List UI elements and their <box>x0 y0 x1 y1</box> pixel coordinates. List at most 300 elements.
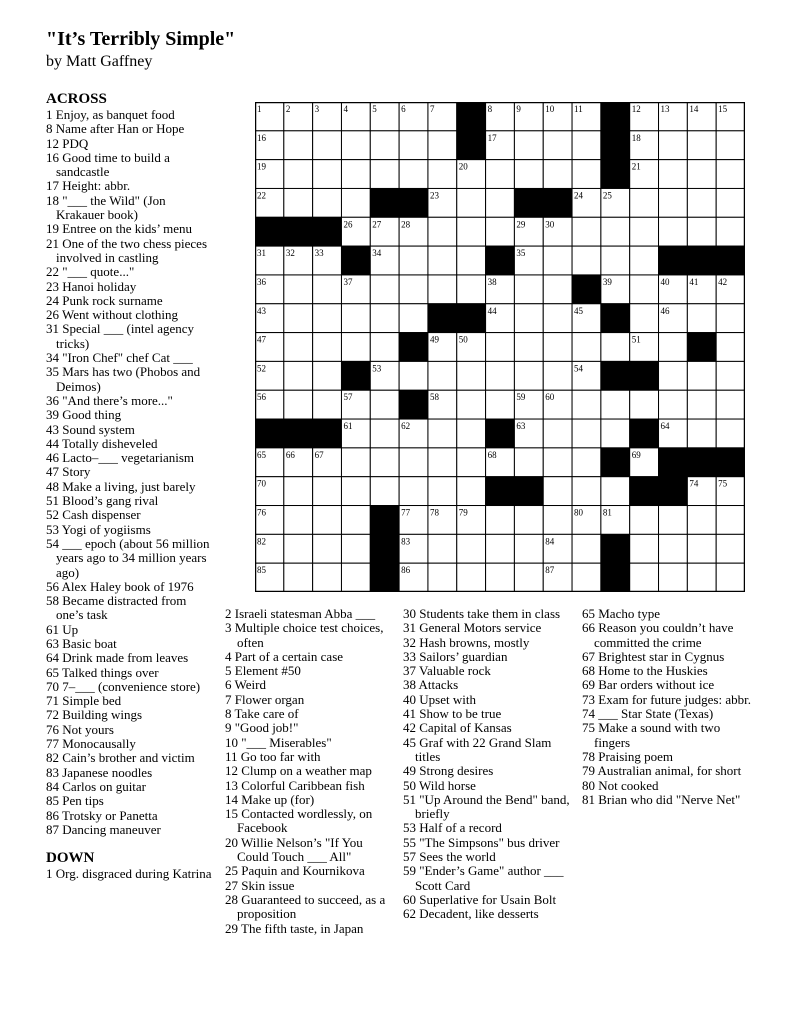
grid-cell[interactable] <box>514 131 543 160</box>
black-square <box>630 477 659 506</box>
black-square <box>659 246 688 275</box>
down-clue: 49 Strong desires <box>403 763 494 779</box>
grid-cell[interactable] <box>514 563 543 592</box>
down-clue: 7 Flower organ <box>225 691 305 707</box>
across-clue: 1 Enjoy, as banquet food <box>46 107 175 122</box>
grid-cell[interactable] <box>399 477 428 506</box>
grid-cell[interactable] <box>514 160 543 189</box>
grid-cell[interactable] <box>687 131 716 160</box>
grid-cell[interactable] <box>341 304 370 333</box>
grid-cell[interactable] <box>284 506 313 535</box>
grid-cell[interactable] <box>341 333 370 362</box>
grid-cell[interactable] <box>572 448 601 477</box>
grid-cell[interactable] <box>341 506 370 535</box>
grid-cell[interactable] <box>341 160 370 189</box>
cell-number: 22 <box>257 190 266 201</box>
grid-cell[interactable] <box>716 304 745 333</box>
grid-cell[interactable] <box>659 188 688 217</box>
grid-cell[interactable] <box>284 477 313 506</box>
grid-cell[interactable] <box>399 361 428 390</box>
grid-cell[interactable] <box>284 160 313 189</box>
across-clue: 54 ___ epoch (about 56 million years ago to 34 million years ago) <box>46 535 210 580</box>
grid-cell[interactable] <box>514 361 543 390</box>
grid-cell[interactable] <box>630 534 659 563</box>
down-clue: 12 Clump on a weather map <box>225 763 372 779</box>
black-square <box>687 333 716 362</box>
black-square <box>486 246 515 275</box>
black-square <box>457 131 486 160</box>
down-column-4 <box>582 607 754 807</box>
grid-cell[interactable] <box>341 477 370 506</box>
down-clue: 10 "___ Miserables" <box>225 734 332 750</box>
cell-number: 64 <box>660 421 670 432</box>
down-clue: 3 Multiple choice test choices, often <box>225 620 384 650</box>
grid-cell[interactable] <box>601 477 630 506</box>
grid-cell[interactable] <box>687 506 716 535</box>
across-clue: 77 Monocausally <box>46 736 136 752</box>
black-square <box>601 160 630 189</box>
cell-number: 35 <box>516 248 526 259</box>
grid-cell[interactable] <box>630 275 659 304</box>
across-clue: 43 Sound system <box>46 421 135 437</box>
black-square <box>514 188 543 217</box>
down-clue: 50 Wild horse <box>403 777 476 793</box>
grid-cell[interactable] <box>572 534 601 563</box>
grid-cell[interactable] <box>399 275 428 304</box>
cell-number: 83 <box>401 536 411 547</box>
grid-cell[interactable] <box>601 246 630 275</box>
grid-cell[interactable] <box>428 563 457 592</box>
cell-number: 58 <box>429 392 439 403</box>
grid-cell[interactable] <box>313 534 342 563</box>
grid-cell[interactable] <box>486 563 515 592</box>
grid-cell[interactable] <box>687 188 716 217</box>
grid-cell[interactable] <box>284 390 313 419</box>
grid-cell[interactable] <box>514 304 543 333</box>
across-clue: 16 Good time to build a sandcastle <box>46 149 170 180</box>
cell-number: 45 <box>574 305 584 316</box>
down-column-3 <box>403 607 575 922</box>
grid-cell[interactable] <box>486 188 515 217</box>
grid-cell[interactable] <box>659 506 688 535</box>
cell-number: 63 <box>516 421 526 432</box>
cell-number: 76 <box>257 507 266 518</box>
across-clue: 21 One of the two chess pieces involved in castling <box>46 235 208 265</box>
cell-number: 3 <box>314 104 320 114</box>
grid-cell[interactable] <box>601 217 630 246</box>
down-clue: 38 Attacks <box>403 677 459 693</box>
grid-cell[interactable] <box>572 217 601 246</box>
grid-cell[interactable] <box>543 304 572 333</box>
grid-cell[interactable] <box>543 506 572 535</box>
grid-cell[interactable] <box>284 304 313 333</box>
grid-cell[interactable] <box>399 160 428 189</box>
grid-cell[interactable] <box>428 217 457 246</box>
down-clue: 33 Sailors’ guardian <box>403 648 508 664</box>
down-column-2 <box>225 607 395 936</box>
cell-number: 19 <box>257 161 266 172</box>
grid-cell[interactable] <box>486 333 515 362</box>
cell-number: 9 <box>516 104 521 114</box>
grid-cell[interactable] <box>370 333 399 362</box>
across-clue: 39 Good thing <box>46 407 122 423</box>
cell-number: 60 <box>545 392 555 403</box>
down-clue: 31 General Motors service <box>403 620 542 636</box>
across-clue: 47 Story <box>46 464 91 480</box>
grid-cell[interactable] <box>313 131 342 160</box>
across-clue: 17 Height: abbr. <box>46 178 131 194</box>
black-square <box>341 361 370 390</box>
cell-number: 59 <box>516 392 526 403</box>
grid-cell[interactable] <box>659 217 688 246</box>
black-square <box>370 534 399 563</box>
grid-cell[interactable] <box>284 534 313 563</box>
across-clue: 56 Alex Haley book of 1976 <box>46 578 194 594</box>
grid-cell[interactable] <box>428 448 457 477</box>
grid-cell[interactable] <box>572 419 601 448</box>
cell-number: 79 <box>458 507 468 518</box>
grid-cell[interactable] <box>572 160 601 189</box>
cell-number: 4 <box>343 104 348 114</box>
cell-number: 8 <box>487 104 493 114</box>
grid-cell[interactable] <box>457 188 486 217</box>
grid-cell[interactable] <box>313 333 342 362</box>
across-clue: 83 Japanese noodles <box>46 764 153 780</box>
grid-cell[interactable] <box>514 275 543 304</box>
grid-cell[interactable] <box>370 304 399 333</box>
grid-cell[interactable] <box>716 534 745 563</box>
across-clue: 26 Went without clothing <box>46 307 178 323</box>
grid-cell[interactable] <box>428 275 457 304</box>
grid-cell[interactable] <box>313 160 342 189</box>
grid-cell[interactable] <box>370 275 399 304</box>
grid-cell[interactable] <box>428 419 457 448</box>
grid-cell[interactable] <box>687 304 716 333</box>
down-clue: 45 Graf with 22 Grand Slam titles <box>403 734 552 764</box>
grid-cell[interactable] <box>630 563 659 592</box>
across-clue: 58 Became distracted from one’s task <box>46 593 187 623</box>
grid-cell[interactable] <box>716 333 745 362</box>
cell-number: 15 <box>718 104 728 114</box>
black-square <box>399 188 428 217</box>
cell-number: 24 <box>574 190 584 201</box>
grid-cell[interactable] <box>716 160 745 189</box>
cell-number: 18 <box>631 132 641 143</box>
down-clue: 41 Show to be true <box>403 706 502 722</box>
grid-cell[interactable] <box>687 563 716 592</box>
grid-cell[interactable] <box>399 448 428 477</box>
grid-cell[interactable] <box>543 275 572 304</box>
down-clue: 60 Superlative for Usain Bolt <box>403 891 557 907</box>
cell-number: 82 <box>257 536 266 547</box>
cell-number: 51 <box>631 334 641 345</box>
grid-cell[interactable] <box>284 361 313 390</box>
across-clue: 46 Lacto–___ vegetarianism <box>46 450 195 466</box>
down-heading: DOWN <box>46 850 95 867</box>
grid-cell[interactable] <box>572 333 601 362</box>
down-clue-list-1 <box>46 867 216 881</box>
grid-cell[interactable] <box>687 160 716 189</box>
crossword-grid[interactable] <box>255 102 745 592</box>
across-clue: 35 Mars has two (Phobos and Deimos) <box>46 364 201 394</box>
grid-cell[interactable] <box>659 534 688 563</box>
grid-cell[interactable] <box>687 217 716 246</box>
grid-cell[interactable] <box>659 361 688 390</box>
black-square <box>572 275 601 304</box>
grid-cell[interactable] <box>370 477 399 506</box>
cell-number: 11 <box>574 104 583 114</box>
grid-cell[interactable] <box>399 131 428 160</box>
across-clue: 63 Basic boat <box>46 635 117 651</box>
grid-cell[interactable] <box>687 390 716 419</box>
grid-cell[interactable] <box>514 534 543 563</box>
grid-cell[interactable] <box>370 131 399 160</box>
grid-cell[interactable] <box>659 160 688 189</box>
down-clue: 74 ___ Star State (Texas) <box>582 706 714 722</box>
grid-cell[interactable] <box>630 246 659 275</box>
grid-cell[interactable] <box>716 217 745 246</box>
grid-cell[interactable] <box>428 477 457 506</box>
black-square <box>687 448 716 477</box>
grid-cell[interactable] <box>659 131 688 160</box>
grid-cell[interactable] <box>428 361 457 390</box>
grid-cell[interactable] <box>543 448 572 477</box>
grid-cell[interactable] <box>370 419 399 448</box>
grid-cell[interactable] <box>659 390 688 419</box>
grid-cell[interactable] <box>716 563 745 592</box>
grid-cell[interactable] <box>572 390 601 419</box>
down-clue: 25 Paquin and Kournikova <box>225 863 365 879</box>
down-clue: 14 Make up (for) <box>225 791 315 807</box>
down-clue: 8 Take care of <box>225 706 299 722</box>
grid-cell[interactable] <box>572 563 601 592</box>
cell-number: 31 <box>257 248 266 259</box>
down-clue: 4 Part of a certain case <box>225 648 344 664</box>
grid-cell[interactable] <box>428 246 457 275</box>
grid-cell[interactable] <box>630 217 659 246</box>
grid-cell[interactable] <box>399 246 428 275</box>
grid-cell[interactable] <box>370 160 399 189</box>
grid-cell[interactable] <box>313 275 342 304</box>
grid-cell[interactable] <box>284 188 313 217</box>
grid-cell[interactable] <box>457 534 486 563</box>
cell-number: 66 <box>285 449 295 460</box>
cell-number: 65 <box>257 449 266 460</box>
grid-cell[interactable] <box>486 390 515 419</box>
puzzle-byline: by Matt Gaffney <box>46 53 153 70</box>
grid-cell[interactable] <box>457 390 486 419</box>
grid-cell[interactable] <box>457 419 486 448</box>
cell-number: 30 <box>545 219 555 230</box>
cell-number: 50 <box>458 334 468 345</box>
down-clue: 79 Australian animal, for short <box>582 763 742 779</box>
down-clue: 67 Brightest star in Cygnus <box>582 648 725 664</box>
grid-cell[interactable] <box>428 534 457 563</box>
cell-number: 54 <box>574 363 584 374</box>
grid-cell[interactable] <box>543 419 572 448</box>
cell-number: 36 <box>257 276 266 287</box>
grid-cell[interactable] <box>284 275 313 304</box>
grid-cell[interactable] <box>284 131 313 160</box>
grid-cell[interactable] <box>572 477 601 506</box>
grid-cell[interactable] <box>601 390 630 419</box>
cell-number: 40 <box>660 276 670 287</box>
grid-cell[interactable] <box>428 160 457 189</box>
grid-cell[interactable] <box>514 506 543 535</box>
grid-cell[interactable] <box>630 390 659 419</box>
grid-cell[interactable] <box>630 304 659 333</box>
grid-cell[interactable] <box>313 304 342 333</box>
across-clue: 18 "___ the Wild" (Jon Krakauer book) <box>46 192 166 223</box>
grid-cell[interactable] <box>313 477 342 506</box>
cell-number: 61 <box>343 421 353 432</box>
grid-cell[interactable] <box>716 419 745 448</box>
across-clue: 65 Talked things over <box>46 664 159 680</box>
grid-cell[interactable] <box>687 419 716 448</box>
grid-cell[interactable] <box>457 477 486 506</box>
grid-cell[interactable] <box>399 304 428 333</box>
grid-cell[interactable] <box>313 563 342 592</box>
black-square <box>601 563 630 592</box>
grid-cell[interactable] <box>601 419 630 448</box>
cell-number: 56 <box>257 392 266 403</box>
grid-cell[interactable] <box>284 333 313 362</box>
across-clue: 82 Cain’s brother and victim <box>46 750 195 766</box>
grid-cell[interactable] <box>486 361 515 390</box>
grid-cell[interactable] <box>457 563 486 592</box>
cell-number: 38 <box>487 276 497 287</box>
cell-number: 53 <box>372 363 382 374</box>
down-clue: 13 Colorful Caribbean fish <box>225 777 365 793</box>
down-clue: 28 Guaranteed to succeed, as a proposition <box>225 891 386 922</box>
cell-number: 16 <box>257 132 266 143</box>
across-clue: 84 Carlos on guitar <box>46 778 147 794</box>
grid-cell[interactable] <box>341 188 370 217</box>
down-clue: 75 Make a sound with two fingers <box>582 720 721 750</box>
across-clue: 71 Simple bed <box>46 693 122 709</box>
grid-cell[interactable] <box>716 506 745 535</box>
grid-cell[interactable] <box>457 217 486 246</box>
grid-cell[interactable] <box>572 246 601 275</box>
black-square <box>370 563 399 592</box>
down-clue: 32 Hash browns, mostly <box>403 634 530 650</box>
grid-cell[interactable] <box>543 246 572 275</box>
grid-cell[interactable] <box>687 534 716 563</box>
down-clue: 9 "Good job!" <box>225 720 299 736</box>
down-clue: 53 Half of a record <box>403 820 502 836</box>
cell-number: 7 <box>429 104 435 114</box>
grid-cell[interactable] <box>572 131 601 160</box>
grid-cell[interactable] <box>543 160 572 189</box>
cell-number: 5 <box>372 104 377 114</box>
grid-cell[interactable] <box>543 477 572 506</box>
across-clue: 31 Special ___ (intel agency tricks) <box>46 321 195 351</box>
grid-cell[interactable] <box>313 506 342 535</box>
grid-cell[interactable] <box>313 188 342 217</box>
cell-number: 2 <box>285 104 291 114</box>
cell-number: 13 <box>660 104 670 114</box>
cell-number: 52 <box>257 363 266 374</box>
cell-number: 27 <box>372 219 382 230</box>
grid-cell[interactable] <box>486 534 515 563</box>
grid-cell[interactable] <box>370 390 399 419</box>
grid-cell[interactable] <box>486 217 515 246</box>
grid-cell[interactable] <box>486 160 515 189</box>
down-clue: 80 Not cooked <box>582 777 659 793</box>
down-clue: 65 Macho type <box>582 606 660 621</box>
cell-number: 86 <box>401 565 411 576</box>
black-square <box>399 390 428 419</box>
grid-cell[interactable] <box>428 131 457 160</box>
down-clue: 69 Bar orders without ice <box>582 677 715 693</box>
grid-cell[interactable] <box>514 333 543 362</box>
cell-number: 28 <box>401 219 411 230</box>
grid-cell[interactable] <box>601 333 630 362</box>
grid-cell[interactable] <box>341 448 370 477</box>
black-square <box>716 448 745 477</box>
grid-cell[interactable] <box>370 448 399 477</box>
grid-cell[interactable] <box>457 361 486 390</box>
grid-cell[interactable] <box>716 361 745 390</box>
grid-cell[interactable] <box>687 361 716 390</box>
across-clue: 70 7–___ (convenience store) <box>46 678 201 694</box>
across-clue: 36 "And there’s more..." <box>46 392 173 408</box>
black-square <box>370 506 399 535</box>
grid-cell[interactable] <box>313 390 342 419</box>
grid-cell[interactable] <box>659 563 688 592</box>
across-clue-list <box>46 108 216 837</box>
across-clue: 12 PDQ <box>46 135 89 151</box>
grid-cell[interactable] <box>486 506 515 535</box>
down-clue: 20 Willie Nelson’s "If You Could Touch ___ All" <box>225 834 363 865</box>
cell-number: 29 <box>516 219 526 230</box>
down-clue: 68 Home to the Huskies <box>582 663 708 679</box>
black-square <box>486 419 515 448</box>
grid-cell[interactable] <box>630 188 659 217</box>
grid-cell[interactable] <box>716 390 745 419</box>
grid-cell[interactable] <box>630 506 659 535</box>
cell-number: 57 <box>343 392 353 403</box>
grid-cell[interactable] <box>716 188 745 217</box>
down-clue: 51 "Up Around the Bend" band, briefly <box>403 791 570 822</box>
down-clue: 42 Capital of Kansas <box>403 720 512 736</box>
grid-cell[interactable] <box>659 333 688 362</box>
grid-cell[interactable] <box>313 361 342 390</box>
across-clue: 51 Blood’s gang rival <box>46 493 159 509</box>
grid-cell[interactable] <box>284 563 313 592</box>
grid-cell[interactable] <box>341 563 370 592</box>
cell-number: 14 <box>689 104 699 114</box>
black-square <box>601 448 630 477</box>
grid-cell[interactable] <box>457 275 486 304</box>
cell-number: 87 <box>545 565 555 576</box>
grid-cell[interactable] <box>543 333 572 362</box>
cell-number: 20 <box>458 161 468 172</box>
grid-cell[interactable] <box>543 361 572 390</box>
grid-cell[interactable] <box>341 131 370 160</box>
grid-cell[interactable] <box>457 448 486 477</box>
cell-number: 74 <box>689 478 699 489</box>
grid-cell[interactable] <box>543 131 572 160</box>
grid-cell[interactable] <box>514 448 543 477</box>
cell-number: 42 <box>718 276 728 287</box>
grid-cell[interactable] <box>716 131 745 160</box>
grid-cell[interactable] <box>457 246 486 275</box>
cell-number: 75 <box>718 478 728 489</box>
grid-cell[interactable] <box>341 534 370 563</box>
cell-number: 6 <box>401 104 406 114</box>
black-square <box>428 304 457 333</box>
